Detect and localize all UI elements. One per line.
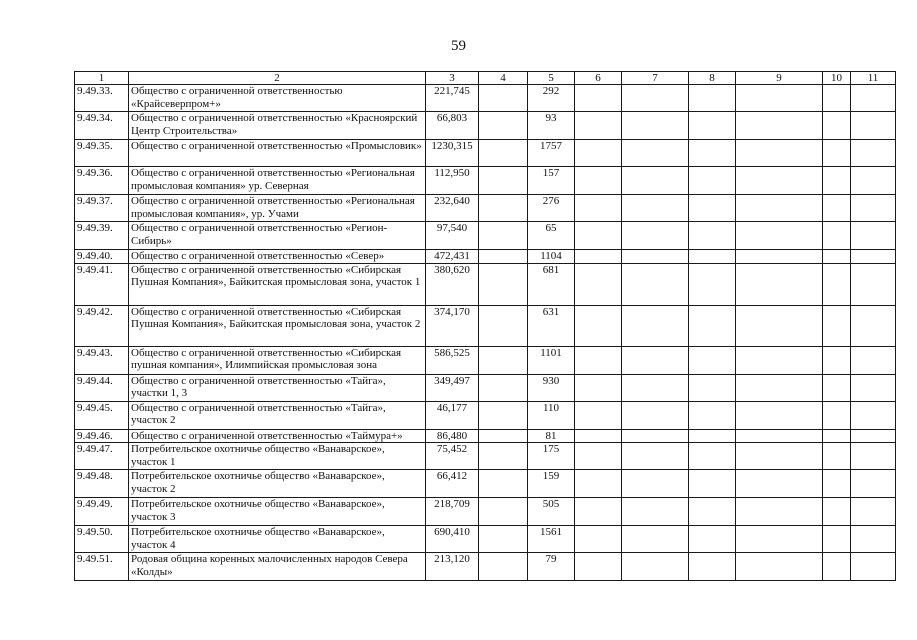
area-cell: 586,525 <box>426 346 479 374</box>
empty-cell-col-9 <box>736 263 823 305</box>
table-body <box>75 85 896 581</box>
header-cell: 5 <box>528 72 575 85</box>
empty-cell-col-9 <box>736 443 823 470</box>
empty-cell-col-10 <box>823 470 851 498</box>
empty-cell-col-6 <box>575 553 622 581</box>
empty-cell-col-11 <box>851 374 896 401</box>
area-cell: 46,177 <box>426 401 479 429</box>
column-4-cell <box>479 346 528 374</box>
empty-cell-col-9 <box>736 195 823 222</box>
hunting-grounds-table <box>74 71 896 581</box>
row-number-cell: 9.49.35. <box>75 140 129 167</box>
column-4-cell <box>479 112 528 140</box>
empty-cell-col-9 <box>736 429 823 443</box>
empty-cell-col-10 <box>823 195 851 222</box>
empty-cell-col-10 <box>823 526 851 553</box>
column-5-cell: 292 <box>528 85 575 112</box>
empty-cell-col-7 <box>622 85 689 112</box>
organization-name-cell: Общество с ограниченной ответственностью «Тайга», участок 2 <box>129 401 426 429</box>
row-number-cell: 9.49.45. <box>75 401 129 429</box>
empty-cell-col-10 <box>823 263 851 305</box>
empty-cell-col-6 <box>575 401 622 429</box>
empty-cell-col-8 <box>689 443 736 470</box>
empty-cell-col-6 <box>575 85 622 112</box>
column-4-cell <box>479 167 528 195</box>
empty-cell-col-10 <box>823 85 851 112</box>
column-4-cell <box>479 222 528 250</box>
empty-cell-col-11 <box>851 401 896 429</box>
empty-cell-col-8 <box>689 85 736 112</box>
table-row <box>75 553 896 581</box>
empty-cell-col-6 <box>575 167 622 195</box>
empty-cell-col-7 <box>622 250 689 264</box>
header-cell: 8 <box>689 72 736 85</box>
header-cell: 3 <box>426 72 479 85</box>
column-4-cell <box>479 374 528 401</box>
empty-cell-col-11 <box>851 85 896 112</box>
row-number-cell: 9.49.47. <box>75 443 129 470</box>
empty-cell-col-9 <box>736 346 823 374</box>
column-5-cell: 110 <box>528 401 575 429</box>
column-5-cell: 1104 <box>528 250 575 264</box>
header-cell: 9 <box>736 72 823 85</box>
empty-cell-col-10 <box>823 429 851 443</box>
empty-cell-col-11 <box>851 498 896 526</box>
column-5-cell: 1561 <box>528 526 575 553</box>
column-4-cell <box>479 401 528 429</box>
empty-cell-col-8 <box>689 553 736 581</box>
empty-cell-col-7 <box>622 140 689 167</box>
table-row <box>75 305 896 346</box>
area-cell: 66,803 <box>426 112 479 140</box>
area-cell: 1230,315 <box>426 140 479 167</box>
empty-cell-col-9 <box>736 85 823 112</box>
empty-cell-col-6 <box>575 263 622 305</box>
column-5-cell: 65 <box>528 222 575 250</box>
organization-name-cell: Потребительское охотничье общество «Ванаварское», участок 4 <box>129 526 426 553</box>
area-cell: 75,452 <box>426 443 479 470</box>
organization-name-cell: Общество с ограниченной ответственностью «Промысловик» <box>129 140 426 167</box>
empty-cell-col-6 <box>575 429 622 443</box>
table-row <box>75 140 896 167</box>
table-row <box>75 526 896 553</box>
area-cell: 374,170 <box>426 305 479 346</box>
row-number-cell: 9.49.44. <box>75 374 129 401</box>
organization-name-cell: Общество с ограниченной ответственностью «Север» <box>129 250 426 264</box>
empty-cell-col-9 <box>736 401 823 429</box>
empty-cell-col-10 <box>823 112 851 140</box>
header-cell: 7 <box>622 72 689 85</box>
empty-cell-col-7 <box>622 167 689 195</box>
organization-name-cell: Потребительское охотничье общество «Ванаварское», участок 2 <box>129 470 426 498</box>
table-row <box>75 263 896 305</box>
empty-cell-col-7 <box>622 346 689 374</box>
table-row <box>75 346 896 374</box>
table-row <box>75 222 896 250</box>
column-5-cell: 681 <box>528 263 575 305</box>
empty-cell-col-7 <box>622 305 689 346</box>
empty-cell-col-10 <box>823 140 851 167</box>
column-5-cell: 1101 <box>528 346 575 374</box>
column-5-cell: 505 <box>528 498 575 526</box>
empty-cell-col-11 <box>851 195 896 222</box>
row-number-cell: 9.49.39. <box>75 222 129 250</box>
empty-cell-col-10 <box>823 374 851 401</box>
column-4-cell <box>479 195 528 222</box>
empty-cell-col-8 <box>689 470 736 498</box>
row-number-cell: 9.49.41. <box>75 263 129 305</box>
empty-cell-col-9 <box>736 498 823 526</box>
empty-cell-col-7 <box>622 374 689 401</box>
empty-cell-col-9 <box>736 305 823 346</box>
table-row <box>75 250 896 264</box>
row-number-cell: 9.49.33. <box>75 85 129 112</box>
empty-cell-col-11 <box>851 429 896 443</box>
empty-cell-col-11 <box>851 443 896 470</box>
column-4-cell <box>479 443 528 470</box>
column-4-cell <box>479 140 528 167</box>
empty-cell-col-8 <box>689 305 736 346</box>
table-row <box>75 195 896 222</box>
organization-name-cell: Общество с ограниченной ответственностью «Крайсеверпром+» <box>129 85 426 112</box>
column-4-cell <box>479 263 528 305</box>
table-row <box>75 429 896 443</box>
empty-cell-col-9 <box>736 526 823 553</box>
organization-name-cell: Родовая община коренных малочисленных народов Севера «Колды» <box>129 553 426 581</box>
empty-cell-col-8 <box>689 195 736 222</box>
empty-cell-col-8 <box>689 374 736 401</box>
organization-name-cell: Общество с ограниченной ответственностью «Сибирская Пушная Компания», Байкитская промысловая зона, участок 1 <box>129 263 426 305</box>
area-cell: 66,412 <box>426 470 479 498</box>
empty-cell-col-11 <box>851 526 896 553</box>
row-number-cell: 9.49.43. <box>75 346 129 374</box>
empty-cell-col-10 <box>823 553 851 581</box>
empty-cell-col-10 <box>823 222 851 250</box>
column-5-cell: 631 <box>528 305 575 346</box>
header-cell: 2 <box>129 72 426 85</box>
empty-cell-col-9 <box>736 222 823 250</box>
empty-cell-col-8 <box>689 222 736 250</box>
empty-cell-col-7 <box>622 263 689 305</box>
empty-cell-col-11 <box>851 553 896 581</box>
column-4-cell <box>479 250 528 264</box>
empty-cell-col-6 <box>575 112 622 140</box>
empty-cell-col-7 <box>622 401 689 429</box>
empty-cell-col-8 <box>689 401 736 429</box>
empty-cell-col-10 <box>823 305 851 346</box>
empty-cell-col-10 <box>823 250 851 264</box>
organization-name-cell: Общество с ограниченной ответственностью «Сибирская Пушная Компания», Байкитская промысловая зона, участок 2 <box>129 305 426 346</box>
empty-cell-col-6 <box>575 250 622 264</box>
empty-cell-col-6 <box>575 305 622 346</box>
area-cell: 380,620 <box>426 263 479 305</box>
area-cell: 221,745 <box>426 85 479 112</box>
column-5-cell: 157 <box>528 167 575 195</box>
empty-cell-col-7 <box>622 112 689 140</box>
organization-name-cell: Потребительское охотничье общество «Ванаварское», участок 1 <box>129 443 426 470</box>
header-cell: 1 <box>75 72 129 85</box>
row-number-cell: 9.49.42. <box>75 305 129 346</box>
empty-cell-col-6 <box>575 443 622 470</box>
area-cell: 86,480 <box>426 429 479 443</box>
column-5-cell: 276 <box>528 195 575 222</box>
column-5-cell: 175 <box>528 443 575 470</box>
header-cell: 10 <box>823 72 851 85</box>
column-4-cell <box>479 305 528 346</box>
organization-name-cell: Общество с ограниченной ответственностью «Региональная промысловая компания», ур. Учами <box>129 195 426 222</box>
column-5-cell: 93 <box>528 112 575 140</box>
table-row <box>75 374 896 401</box>
empty-cell-col-8 <box>689 429 736 443</box>
empty-cell-col-6 <box>575 526 622 553</box>
column-5-cell: 159 <box>528 470 575 498</box>
row-number-cell: 9.49.51. <box>75 553 129 581</box>
empty-cell-col-11 <box>851 263 896 305</box>
table-row <box>75 112 896 140</box>
empty-cell-col-7 <box>622 498 689 526</box>
empty-cell-col-11 <box>851 305 896 346</box>
organization-name-cell: Общество с ограниченной ответственностью «Регион-Сибирь» <box>129 222 426 250</box>
empty-cell-col-8 <box>689 498 736 526</box>
empty-cell-col-10 <box>823 167 851 195</box>
empty-cell-col-9 <box>736 250 823 264</box>
empty-cell-col-11 <box>851 222 896 250</box>
empty-cell-col-7 <box>622 553 689 581</box>
empty-cell-col-8 <box>689 167 736 195</box>
empty-cell-col-10 <box>823 443 851 470</box>
empty-cell-col-8 <box>689 263 736 305</box>
row-number-cell: 9.49.37. <box>75 195 129 222</box>
column-4-cell <box>479 526 528 553</box>
empty-cell-col-7 <box>622 429 689 443</box>
area-cell: 213,120 <box>426 553 479 581</box>
row-number-cell: 9.49.50. <box>75 526 129 553</box>
area-cell: 690,410 <box>426 526 479 553</box>
empty-cell-col-8 <box>689 250 736 264</box>
empty-cell-col-6 <box>575 195 622 222</box>
area-cell: 472,431 <box>426 250 479 264</box>
table-row <box>75 85 896 112</box>
empty-cell-col-10 <box>823 498 851 526</box>
empty-cell-col-6 <box>575 140 622 167</box>
empty-cell-col-9 <box>736 167 823 195</box>
empty-cell-col-9 <box>736 553 823 581</box>
row-number-cell: 9.49.48. <box>75 470 129 498</box>
empty-cell-col-11 <box>851 250 896 264</box>
empty-cell-col-11 <box>851 140 896 167</box>
table-row <box>75 443 896 470</box>
organization-name-cell: Общество с ограниченной ответственностью «Таймура+» <box>129 429 426 443</box>
column-5-cell: 81 <box>528 429 575 443</box>
header-cell: 6 <box>575 72 622 85</box>
header-row <box>75 72 896 85</box>
empty-cell-col-6 <box>575 222 622 250</box>
column-4-cell <box>479 470 528 498</box>
row-number-cell: 9.49.49. <box>75 498 129 526</box>
empty-cell-col-11 <box>851 112 896 140</box>
empty-cell-col-8 <box>689 140 736 167</box>
column-5-cell: 79 <box>528 553 575 581</box>
empty-cell-col-6 <box>575 470 622 498</box>
empty-cell-col-9 <box>736 374 823 401</box>
row-number-cell: 9.49.34. <box>75 112 129 140</box>
column-5-cell: 930 <box>528 374 575 401</box>
organization-name-cell: Общество с ограниченной ответственностью «Красноярский Центр Строительства» <box>129 112 426 140</box>
table-row <box>75 401 896 429</box>
row-number-cell: 9.49.40. <box>75 250 129 264</box>
empty-cell-col-10 <box>823 346 851 374</box>
column-5-cell: 1757 <box>528 140 575 167</box>
empty-cell-col-8 <box>689 112 736 140</box>
table-row <box>75 470 896 498</box>
empty-cell-col-7 <box>622 443 689 470</box>
header-cell: 4 <box>479 72 528 85</box>
empty-cell-col-6 <box>575 374 622 401</box>
empty-cell-col-10 <box>823 401 851 429</box>
empty-cell-col-8 <box>689 346 736 374</box>
area-cell: 349,497 <box>426 374 479 401</box>
row-number-cell: 9.49.36. <box>75 167 129 195</box>
column-4-cell <box>479 85 528 112</box>
empty-cell-col-6 <box>575 346 622 374</box>
area-cell: 97,540 <box>426 222 479 250</box>
table-row <box>75 498 896 526</box>
empty-cell-col-8 <box>689 526 736 553</box>
column-4-cell <box>479 553 528 581</box>
organization-name-cell: Общество с ограниченной ответственностью «Сибирская пушная компания», Илимпийская промысловая зона <box>129 346 426 374</box>
table-row <box>75 167 896 195</box>
empty-cell-col-11 <box>851 167 896 195</box>
empty-cell-col-9 <box>736 112 823 140</box>
empty-cell-col-11 <box>851 470 896 498</box>
empty-cell-col-7 <box>622 195 689 222</box>
area-cell: 218,709 <box>426 498 479 526</box>
empty-cell-col-7 <box>622 526 689 553</box>
empty-cell-col-11 <box>851 346 896 374</box>
header-cell: 11 <box>851 72 896 85</box>
organization-name-cell: Общество с ограниченной ответственностью «Региональная промысловая компания» ур. Северная <box>129 167 426 195</box>
empty-cell-col-9 <box>736 470 823 498</box>
area-cell: 112,950 <box>426 167 479 195</box>
area-cell: 232,640 <box>426 195 479 222</box>
empty-cell-col-7 <box>622 222 689 250</box>
column-4-cell <box>479 498 528 526</box>
empty-cell-col-7 <box>622 470 689 498</box>
empty-cell-col-6 <box>575 498 622 526</box>
organization-name-cell: Потребительское охотничье общество «Ванаварское», участок 3 <box>129 498 426 526</box>
organization-name-cell: Общество с ограниченной ответственностью «Тайга», участки 1, 3 <box>129 374 426 401</box>
page-number: 59 <box>451 38 466 54</box>
row-number-cell: 9.49.46. <box>75 429 129 443</box>
column-4-cell <box>479 429 528 443</box>
empty-cell-col-9 <box>736 140 823 167</box>
